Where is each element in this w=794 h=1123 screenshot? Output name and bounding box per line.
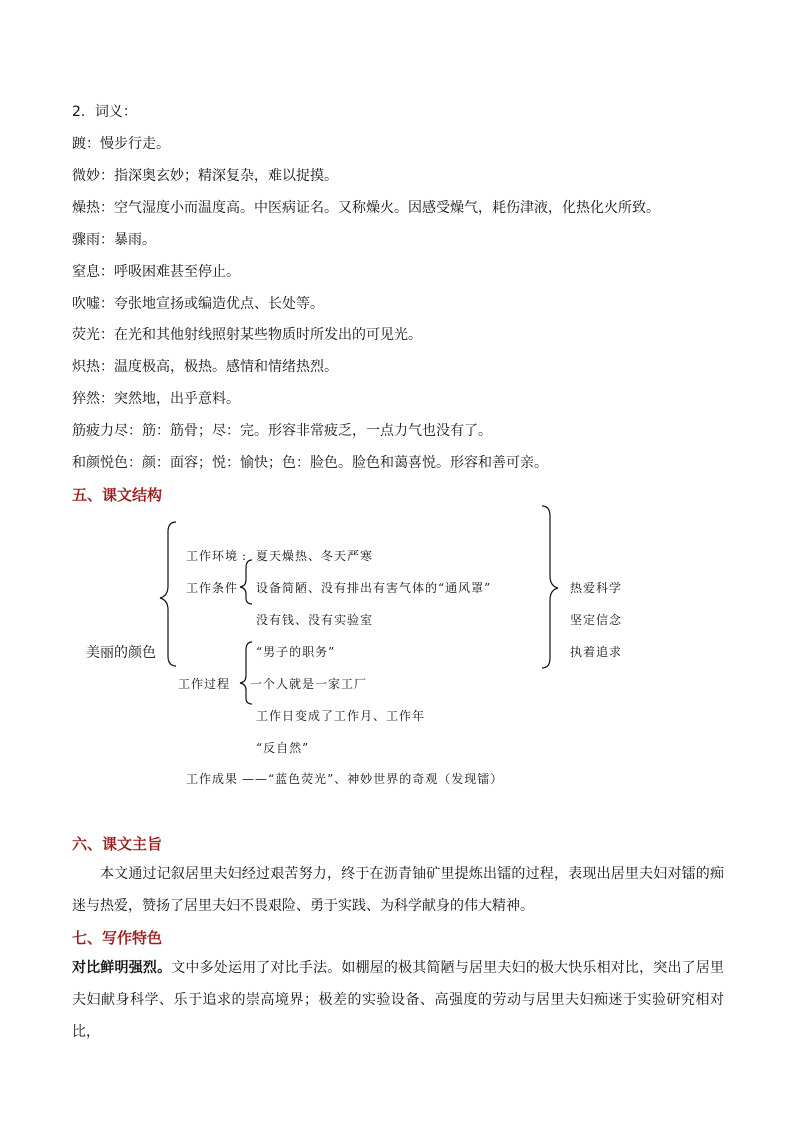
- vocab-title: 2．词义：: [72, 104, 137, 120]
- quality-item: 热爱科学: [570, 581, 623, 595]
- vocab-item: 燥热：空气湿度小而温度高。中医病证名。又称燥火。因感受燥气，耗伤津液，化热化火所致。: [72, 200, 660, 216]
- vocab-item: 骤雨：暴雨。: [72, 232, 156, 248]
- vocab-item: 炽热：温度极高，极热。感情和情绪热烈。: [72, 359, 338, 375]
- process-brace: [240, 642, 252, 704]
- env-value: 夏天燥热、冬天严寒: [256, 549, 374, 563]
- condition-brace: [240, 560, 252, 604]
- cond-item: 没有钱、没有实验室: [256, 613, 374, 627]
- process-label: 工作过程: [178, 677, 231, 691]
- theme-paragraph: 本文通过记叙居里夫妇经过艰苦努力，终于在沥青铀矿里提炼出镭的过程，表现出居里夫妇对镭的痴迷与热爱，赞扬了居里夫妇不畏艰险、勇于实践、为科学献身的伟大精神。: [72, 866, 724, 914]
- process-item: “反自然”: [256, 741, 310, 755]
- quality-item: 坚定信念: [570, 613, 623, 627]
- main-left-brace: [160, 522, 176, 666]
- structure-heading: 五、课文结构: [72, 486, 163, 504]
- main-right-brace: [542, 506, 558, 668]
- result-label: 工作成果: [186, 772, 239, 786]
- cond-item: 设备简陋、没有排出有害气体的“通风罩”: [256, 581, 492, 595]
- cond-label: 工作条件: [186, 581, 239, 595]
- env-label: 工作环境: [186, 549, 239, 563]
- vocab-item: 猝然：突然地，出乎意料。: [72, 391, 240, 407]
- structure-root: 美丽的颜色: [86, 645, 156, 661]
- result-value: ——“蓝色荧光”、神妙世界的奇观（发现镭）: [242, 772, 504, 786]
- features-paragraph: [72, 952, 724, 1048]
- quality-item: 执着追求: [570, 645, 623, 659]
- features-text: 文中多处运用了对比手法。如棚屋的极其简陋与居里夫妇的极大快乐相对比，突出了居里夫妇献身科学、乐于追求的崇高境界；极差的实验设备、高强度的劳动与居里夫妇痴迷于实验研究相对比，: [72, 960, 725, 1040]
- vocab-item: 筋疲力尽：筋：筋骨；尽：完。形容非常疲乏，一点力气也没有了。: [72, 423, 492, 439]
- theme-heading: 六、课文主旨: [72, 835, 163, 853]
- vocab-item: 和颜悦色：颜：面容；悦：愉快；色：脸色。脸色和蔼喜悦。形容和善可亲。: [72, 455, 548, 471]
- vocab-item: 踱：慢步行走。: [72, 136, 170, 152]
- vocab-item: 微妙：指深奥玄妙；精深复杂，难以捉摸。: [72, 168, 338, 184]
- vocab-item: 吹嘘：夸张地宣扬或编造优点、长处等。: [72, 296, 324, 312]
- features-heading: 七、写作特色: [72, 929, 163, 947]
- process-item: “男子的职务”: [256, 645, 336, 659]
- env-colon: :: [242, 549, 248, 563]
- process-item: 一个人就是一家工厂: [250, 677, 368, 691]
- process-item: 工作日变成了工作月、工作年: [256, 709, 426, 723]
- features-lead: 对比鲜明强烈。: [72, 960, 172, 976]
- vocab-item: 窒息：呼吸困难甚至停止。: [72, 264, 240, 280]
- vocab-item: 荧光：在光和其他射线照射某些物质时所发出的可见光。: [72, 327, 422, 343]
